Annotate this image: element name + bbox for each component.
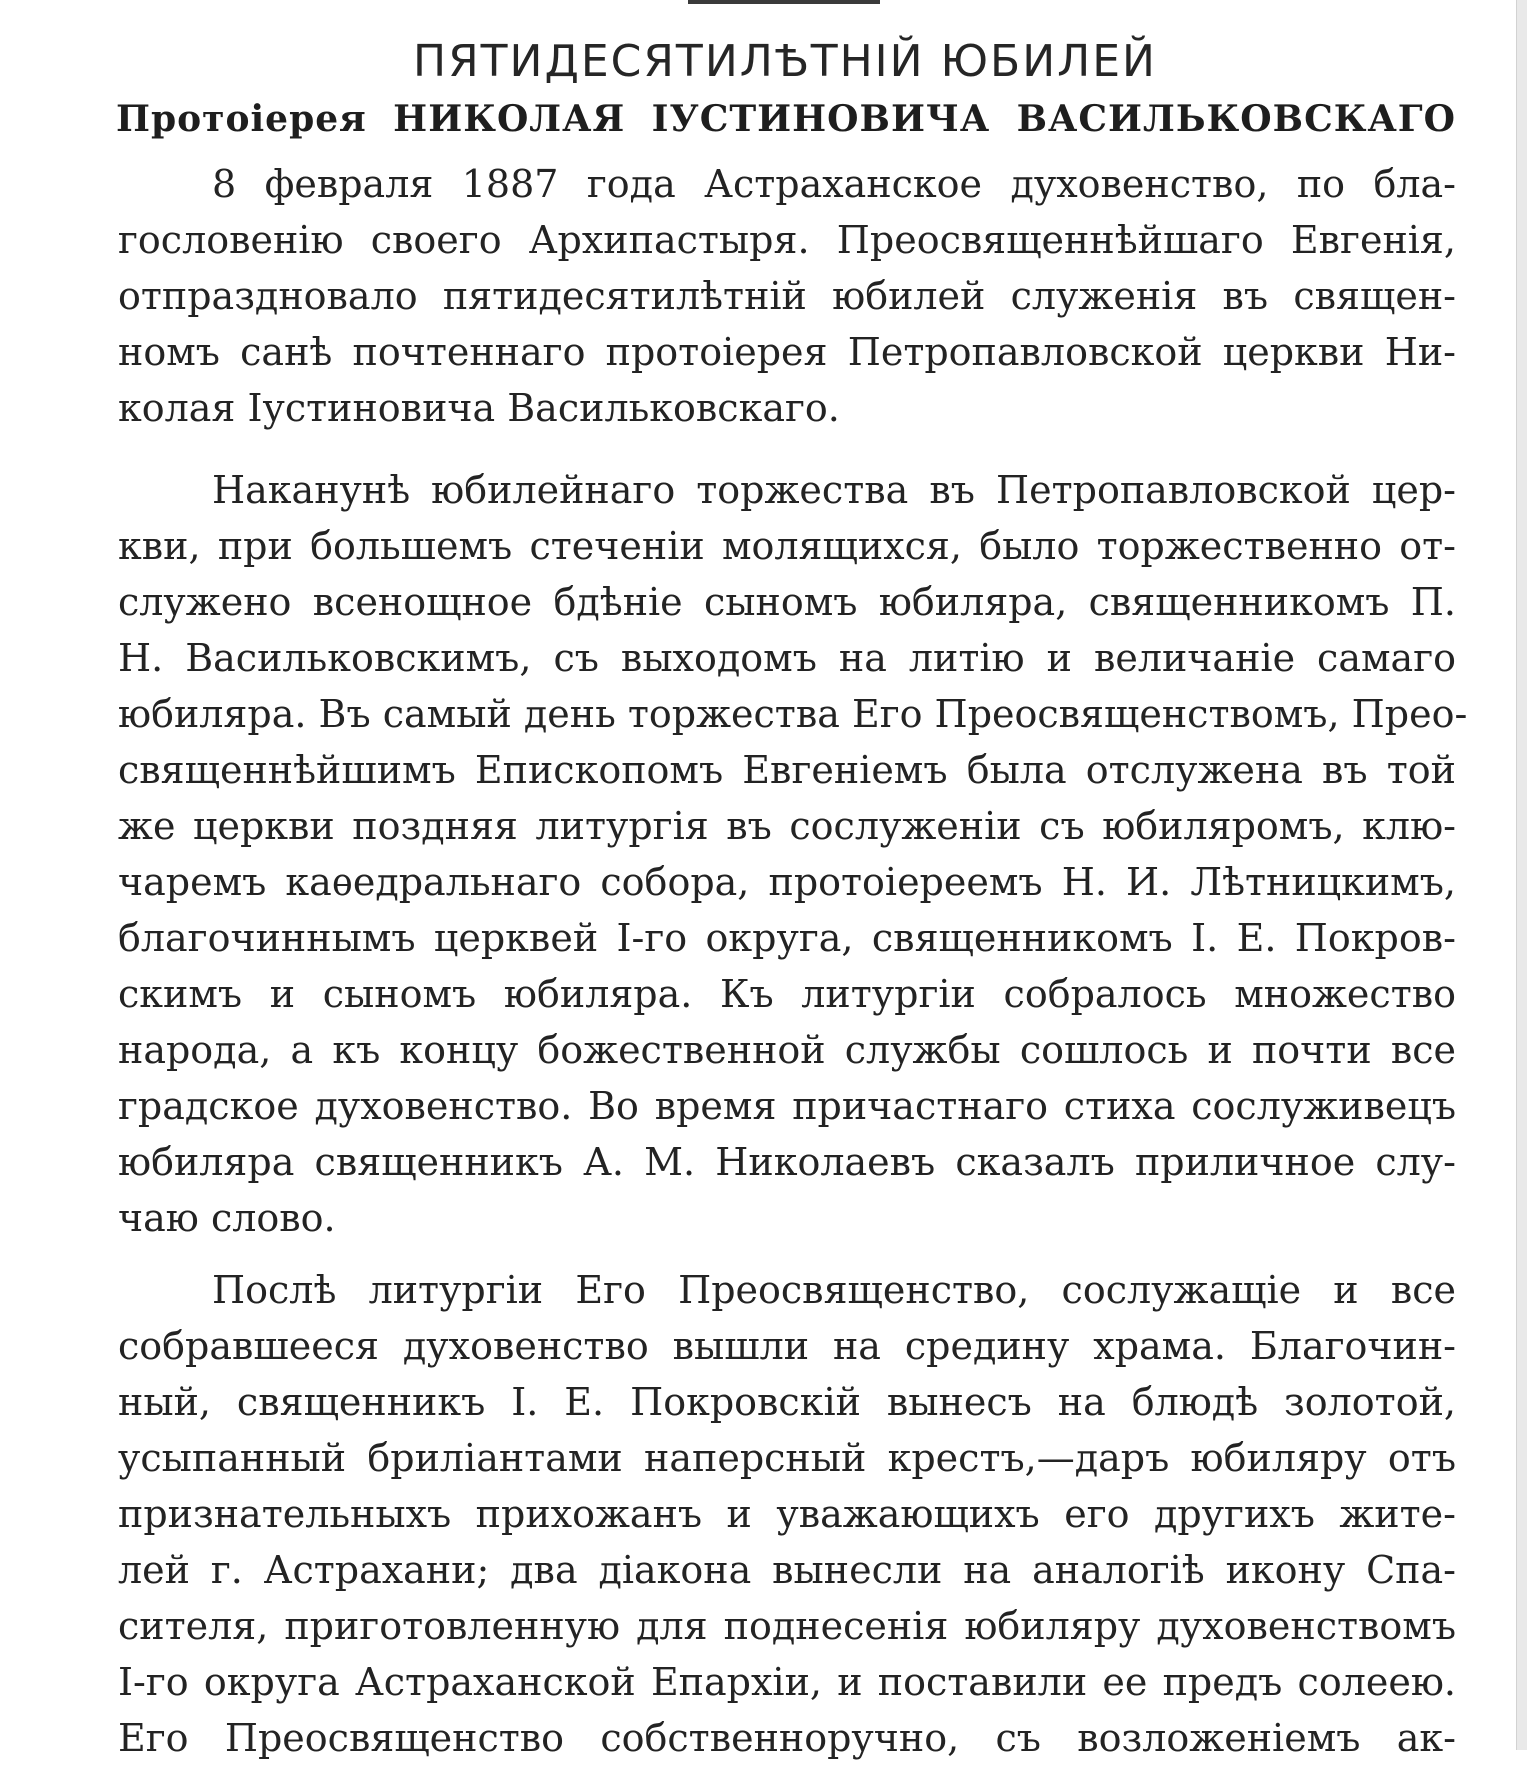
text-line: благочиннымъ церквей І-го округа, священникомъ І. Е. Покров- bbox=[118, 916, 1456, 960]
text-line: отпраздновало пятидесятилѣтній юбилей служенія въ священ- bbox=[118, 274, 1456, 318]
text-line: номъ санѣ почтеннаго протоіерея Петропавловской церкви Ни- bbox=[118, 330, 1456, 374]
text-line: градское духовенство. Во время причастнаго стиха сослуживецъ bbox=[118, 1084, 1456, 1128]
text-line: признательныхъ прихожанъ и уважающихъ его другихъ жите- bbox=[118, 1492, 1456, 1536]
text-line: колая Іустиновича Васильковскаго. bbox=[118, 386, 840, 430]
text-line: сителя, приготовленную для поднесенія юбиляру духовенствомъ bbox=[118, 1604, 1456, 1648]
text-line: юбиляра священникъ А. М. Николаевъ сказалъ приличное слу- bbox=[118, 1140, 1456, 1184]
text-line: собравшееся духовенство вышли на средину храма. Благочин- bbox=[118, 1324, 1456, 1368]
text-line: усыпанный бриліантами наперсный крестъ,—даръ юбиляру отъ bbox=[118, 1436, 1456, 1480]
text-line: чаремъ каѳедральнаго собора, протоіереемъ Н. И. Лѣтницкимъ, bbox=[118, 860, 1456, 904]
text-line: служено всенощное бдѣніе сыномъ юбиляра, священникомъ П. bbox=[118, 580, 1456, 624]
text-line: ный, священникъ І. Е. Покровскій вынесъ на блюдѣ золотой, bbox=[118, 1380, 1456, 1424]
page-edge bbox=[1516, 0, 1527, 1750]
text-line: Его Преосвященство собственноручно, съ возложеніемъ ак- bbox=[118, 1716, 1456, 1760]
text-line: 8 февраля 1887 года Астраханское духовенство, по бла- bbox=[212, 162, 1456, 206]
article-title: ПЯТИДЕСЯТИЛѢТНІЙ ЮБИЛЕЙ bbox=[413, 36, 1157, 87]
text-line: кви, при большемъ стеченіи молящихся, было торжественно от- bbox=[118, 524, 1456, 568]
text-line: юбиляра. Въ самый день торжества Его Преосвященствомъ, Прео- bbox=[118, 692, 1468, 736]
text-line: же церкви поздняя литургія въ сослуженіи съ юбиляромъ, клю- bbox=[118, 804, 1456, 848]
text-line: чаю слово. bbox=[118, 1196, 336, 1240]
text-line: І-го округа Астраханской Епархіи, и поставили ее предъ солеею. bbox=[118, 1660, 1456, 1704]
text-line: Н. Васильковскимъ, съ выходомъ на литію и величаніе самаго bbox=[118, 636, 1456, 680]
text-line: гословенію своего Архипастыря. Преосвященнѣйшаго Евгенія, bbox=[118, 218, 1456, 262]
article-subtitle: Протоіерея НИКОЛАЯ ІУСТИНОВИЧА ВАСИЛЬКОВСКАГО bbox=[116, 98, 1456, 140]
text-line: Наканунѣ юбилейнаго торжества въ Петропавловской цер- bbox=[212, 468, 1456, 512]
text-line: Послѣ литургіи Его Преосвященство, сослужащіе и все bbox=[212, 1268, 1456, 1312]
text-line: скимъ и сыномъ юбиляра. Къ литургіи собралось множество bbox=[118, 972, 1456, 1016]
text-line: лей г. Астрахани; два діакона вынесли на аналогіѣ икону Спа- bbox=[118, 1548, 1456, 1592]
text-line: народа, а къ концу божественной службы сошлось и почти все bbox=[118, 1028, 1456, 1072]
text-line: священнѣйшимъ Епископомъ Евгеніемъ была отслужена въ той bbox=[118, 748, 1456, 792]
top-rule bbox=[688, 0, 880, 4]
